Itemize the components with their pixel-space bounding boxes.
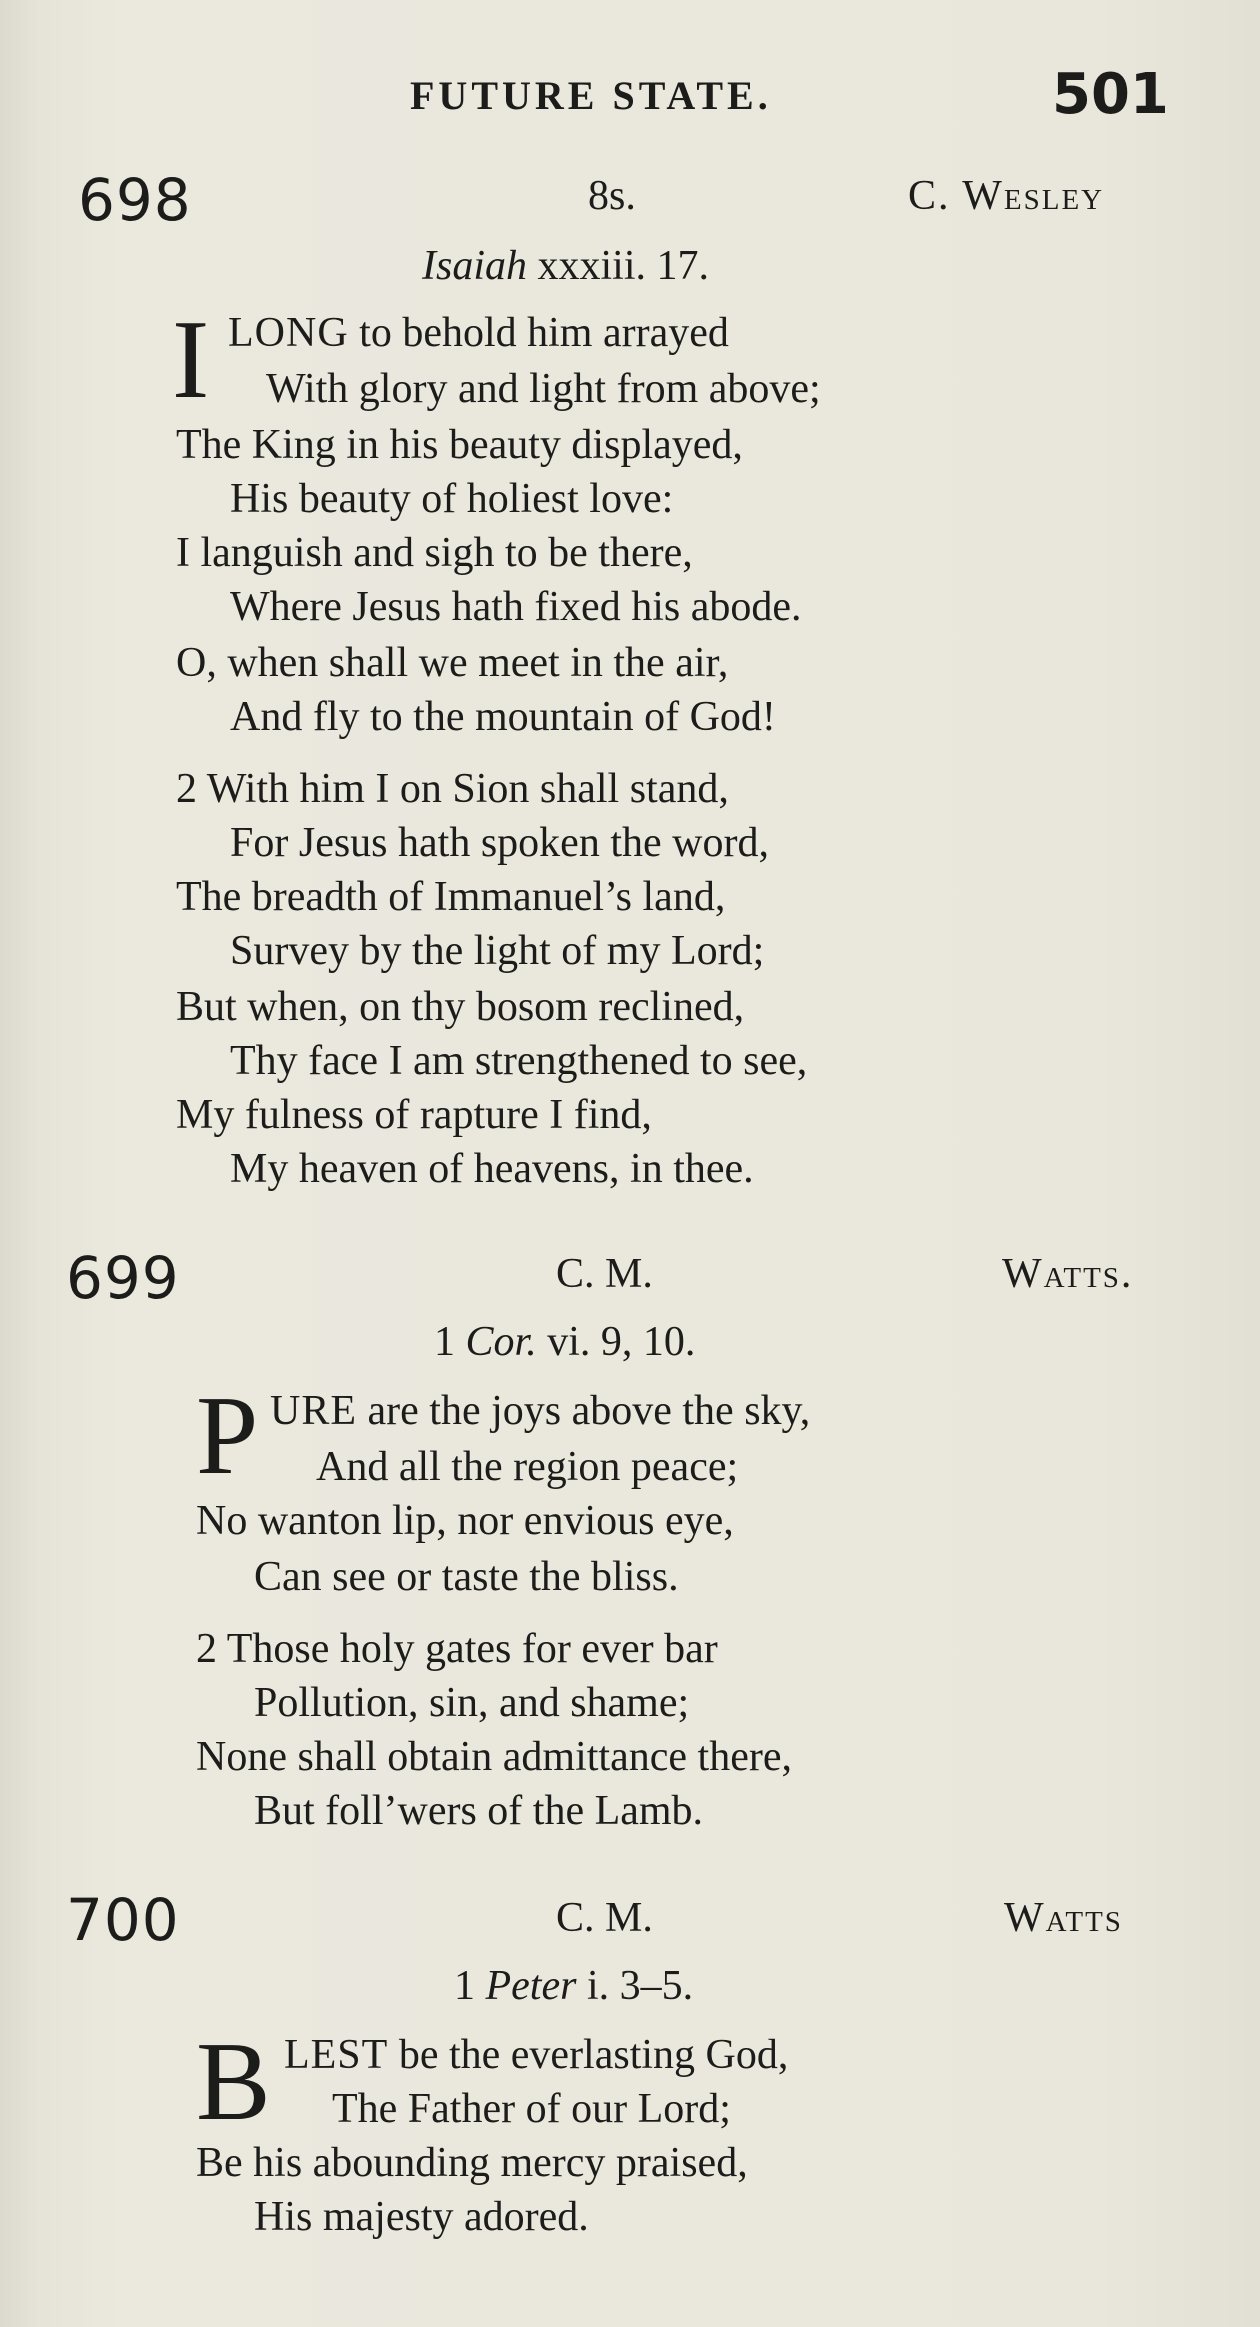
running-title: FUTURE STATE. <box>410 73 772 118</box>
scripture-prefix: 1 <box>434 1319 455 1365</box>
first-word-rest: LEST <box>284 2032 389 2078</box>
scripture-chapter-verse: xxxiii. 17. <box>537 243 710 289</box>
hymn-line: None shall obtain admittance there, <box>196 1734 792 1780</box>
dropcap-700: B <box>196 2020 271 2144</box>
hymn-line: The Father of our Lord; <box>332 2086 731 2132</box>
dropcap-699: P <box>196 1374 259 1498</box>
hymn-line <box>270 1390 810 1432</box>
page-number: 501 <box>1052 62 1169 127</box>
first-word-rest: LONG <box>228 310 349 356</box>
hymn-line: Can see or taste the bliss. <box>254 1554 679 1600</box>
hymn-line: The breadth of Immanuel’s land, <box>176 874 726 920</box>
hymn-line: No wanton lip, nor envious eye, <box>196 1498 734 1544</box>
scripture-book: Cor. <box>465 1319 537 1365</box>
hymn-line: My fulness of rapture I find, <box>176 1092 652 1138</box>
hymn-line: And fly to the mountain of God! <box>230 694 776 740</box>
line-text: to behold him arrayed <box>348 310 729 356</box>
line-text: are the joys above the sky, <box>357 1388 811 1434</box>
hymn-line: With glory and light from above; <box>266 366 821 412</box>
scripture-prefix: 1 <box>454 1963 475 2009</box>
hymn-line: O, when shall we meet in the air, <box>176 640 729 686</box>
hymn-number-698: 698 <box>78 166 192 234</box>
dropcap-698: I <box>172 298 210 422</box>
hymn-line: The King in his beauty displayed, <box>176 422 743 468</box>
scripture-book: Isaiah <box>422 243 527 289</box>
hymn-line: My heaven of heavens, in thee. <box>230 1146 754 1192</box>
line-text: be the everlasting God, <box>388 2032 789 2078</box>
hymn-meter-698: 8s. <box>588 173 636 219</box>
hymn-line: His beauty of holiest love: <box>230 476 674 522</box>
hymn-line: His majesty adored. <box>254 2194 589 2240</box>
hymn-meter-700: C. M. <box>556 1895 653 1941</box>
hymn-number-700: 700 <box>66 1886 180 1954</box>
hymn-line: Pollution, sin, and shame; <box>254 1680 690 1726</box>
hymn-number-699: 699 <box>66 1244 180 1312</box>
hymn-line: But when, on thy bosom reclined, <box>176 984 745 1030</box>
hymn-line: Thy face I am strengthened to see, <box>230 1038 808 1084</box>
first-word-rest: URE <box>270 1388 357 1434</box>
scripture-chapter-verse: i. 3–5. <box>586 1963 694 2009</box>
hymn-line: For Jesus hath spoken the word, <box>230 820 769 866</box>
scripture-ref-698 <box>422 242 709 290</box>
hymn-line <box>228 312 729 354</box>
hymn-line: I languish and sigh to be there, <box>176 530 693 576</box>
hymn-line: Where Jesus hath fixed his abode. <box>230 584 802 630</box>
scripture-chapter-verse: vi. 9, 10. <box>547 1319 696 1365</box>
hymn-line: 2 Those holy gates for ever bar <box>196 1626 718 1672</box>
scripture-book: Peter <box>485 1963 577 2009</box>
scripture-ref-699 <box>434 1318 695 1366</box>
hymn-author-699: Watts. <box>1002 1251 1134 1297</box>
hymn-line: 2 With him I on Sion shall stand, <box>176 766 729 812</box>
hymn-line: And all the region peace; <box>316 1444 739 1490</box>
hymn-line: Survey by the light of my Lord; <box>230 928 765 974</box>
hymn-line: Be his abounding mercy praised, <box>196 2140 748 2186</box>
scripture-ref-700 <box>454 1962 693 2010</box>
hymn-line: But foll’wers of the Lamb. <box>254 1788 704 1834</box>
hymn-author-700: Watts <box>1004 1895 1123 1941</box>
hymn-author-698: C. Wesley <box>908 173 1105 219</box>
hymn-meter-699: C. M. <box>556 1251 653 1297</box>
hymn-line <box>284 2034 788 2076</box>
